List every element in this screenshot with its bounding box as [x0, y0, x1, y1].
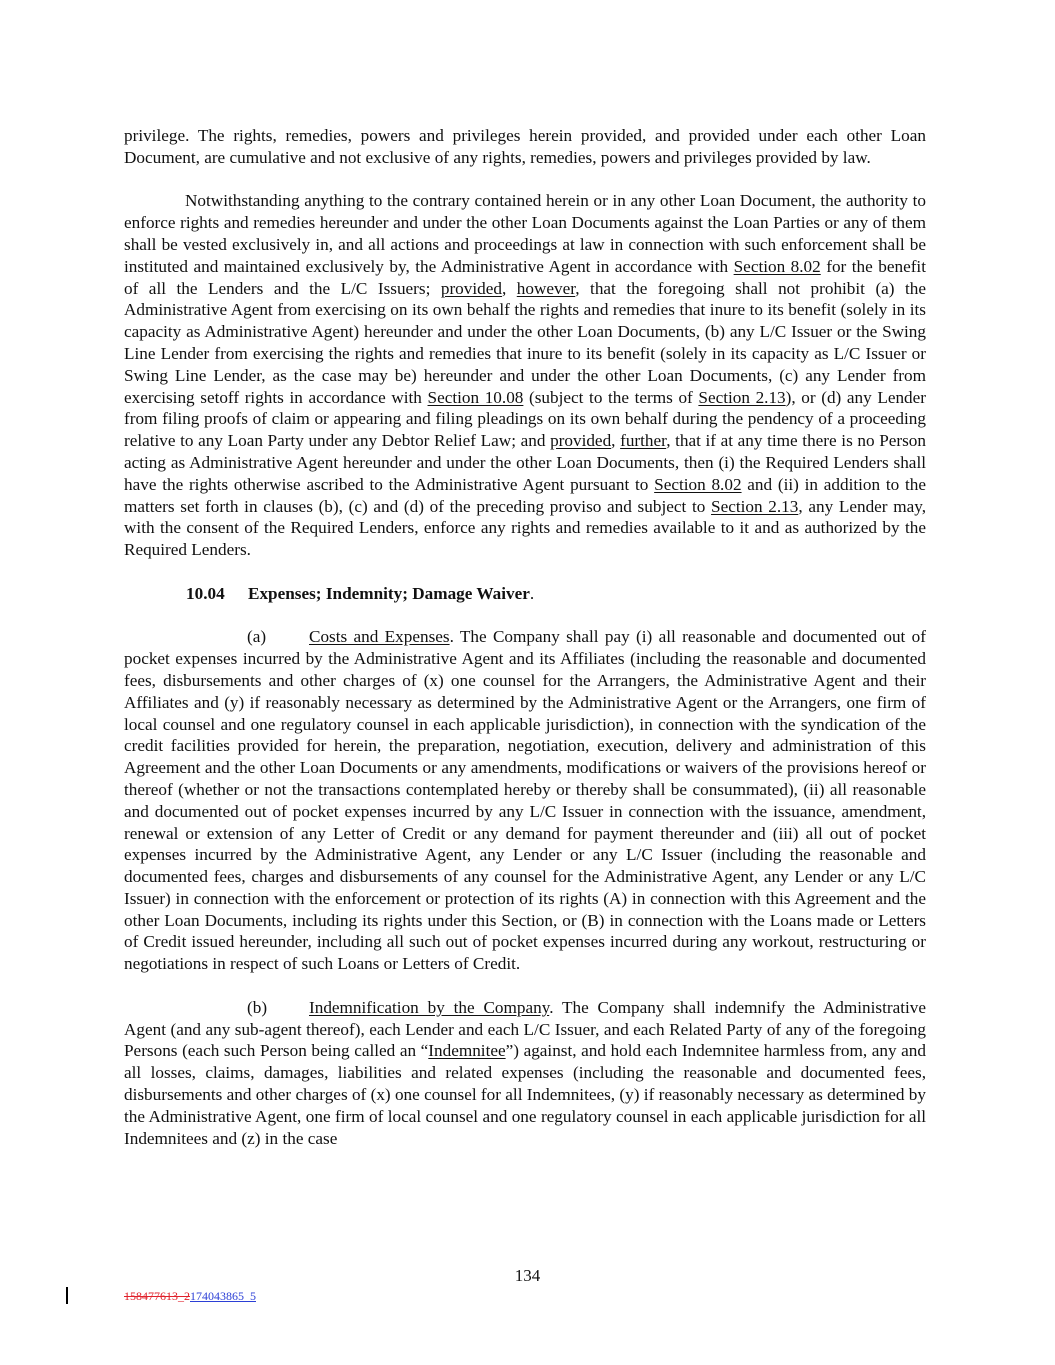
document-id-inserted: 174043865_5: [190, 1289, 256, 1303]
section-ref: Section 8.02: [654, 474, 742, 494]
subsection-title: Costs and Expenses: [309, 627, 450, 647]
document-id-deleted: 158477613_2: [124, 1289, 190, 1303]
section-ref: Section 10.08: [427, 387, 524, 407]
document-body: [124, 125, 926, 1149]
provided-term: provided: [550, 431, 612, 451]
however-term: however: [516, 278, 576, 298]
section-ref: Section 2.13: [711, 496, 799, 516]
provided-term: provided: [440, 278, 502, 298]
defined-term: Indemnitee: [428, 1041, 506, 1061]
document-id: [124, 1289, 256, 1304]
paragraph-notwithstanding: Notwithstanding anything to the contrary contained herein or in any other Loan Document, the authority to enforce rights and remedies hereunder and under the other Loan Documents against the Loan Parties or any of them shall be vested exclusively in, and all actions and proceedings at law in connection with such enforcement shall be instituted and maintained exclusively by, the Administrative Agent in accordance with Section 8.02 for the benefit of all the Lenders and the L/C Issuers; provided, however, that the foregoing shall not prohibit (a) the Administrative Agent from exercising on its own behalf the rights and remedies that inure to its benefit (solely in its capacity as Administrative Agent) hereunder and under the other Loan Documents, (b) any L/C Issuer or the Swing Line Lender from exercising the rights and remedies that inure to its benefit (solely in its capacity as L/C Issuer or Swing Line Lender, as the case may be) hereunder and under the other Loan Documents, (c) any Lender from exercising setoff rights in accordance with Section 10.08 (subject to the terms of Section 2.13), or (d) any Lender from filing proofs of claim or appearing and filing pleadings on its own behalf during the pendency of a proceeding relative to any Loan Party under any Debtor Relief Law; and provided, further, that if at any time there is no Person acting as Administrative Agent hereunder and under the other Loan Documents, then (i) the Required Lenders shall have the rights otherwise ascribed to the Administrative Agent pursuant to Section 8.02 and (ii) in addition to the matters set forth in clauses (b), (c) and (d) of the preceding proviso and subject to Section 2.13, any Lender may, with the consent of the Required Lenders, enforce any rights and remedies available to it and as authorized by the Required Lenders.: [124, 191, 927, 560]
section-ref: Section 2.13: [698, 387, 786, 407]
further-term: further: [620, 431, 667, 451]
subsection-title: Indemnification by the Company: [309, 997, 550, 1017]
paragraph-indemnification: (b) Indemnification by the Company. The Company shall indemnify the Administrative Agent (and any sub-agent thereof), each Lender and each L/C Issuer, and each Related Party of any of the foregoing Persons (each such Person being called an “Indemnitee”) against, and hold each Indemnitee harmless from, any and all losses, claims, damages, liabilities and related expenses (including the reasonable and documented fees, disbursements and other charges of (x) one counsel for all Indemnitees, (y) if reasonably necessary as determined by the Administrative Agent, one firm of local counsel and one regulatory counsel in each applicable jurisdiction for all Indemnitees and (z) in the case: [124, 997, 926, 1148]
page-number: 134: [514, 1266, 541, 1285]
change-bar: [66, 1287, 68, 1304]
section-ref: Section 8.02: [733, 256, 821, 276]
paragraph-privilege: privilege. The rights, remedies, powers and privileges herein provided, and provided under each other Loan Document, are cumulative and not exclusive of any rights, remedies, powers and privileges provided by law.: [124, 126, 926, 167]
paragraph-costs-and-expenses: (a) Costs and Expenses. The Company shall pay (i) all reasonable and documented out of pocket expenses incurred by the Administrative Agent and its Affiliates (including the reasonable and documented fees, disbursements and other charges of (x) one counsel for the Arrangers, the Administrative Agent and their Affiliates and (y) if reasonably necessary as determined by the Administrative Agent or the Arrangers, one firm of local counsel and one regulatory counsel in each applicable jurisdiction), in connection with the syndication of the credit facilities provided for herein, the preparation, negotiation, execution, delivery and administration of this Agreement and the other Loan Documents or any amendments, modifications or waivers of the provisions hereof or thereof (whether or not the transactions contemplated hereby or thereby shall be consummated), (ii) all reasonable and documented out of pocket expenses incurred by any L/C Issuer in connection with the issuance, amendment, renewal or extension of any Letter of Credit or any demand for payment thereunder and (iii) all out of pocket expenses incurred by the Administrative Agent, any Lender or any L/C Issuer (including the reasonable and documented fees, charges and disbursements of any counsel for the Administrative Agent, any Lender or any L/C Issuer) in connection with the enforcement or protection of its rights (A) in connection with this Agreement and the other Loan Documents, including its rights under this Section, or (B) in connection with the Loans made or Letters of Credit issued hereunder, including all such out of pocket expenses incurred during any workout, restructuring or negotiations in respect of such Loans or Letters of Credit.: [124, 627, 926, 974]
section-heading: 10.04 Expenses; Indemnity; Damage Waiver.: [186, 583, 535, 603]
